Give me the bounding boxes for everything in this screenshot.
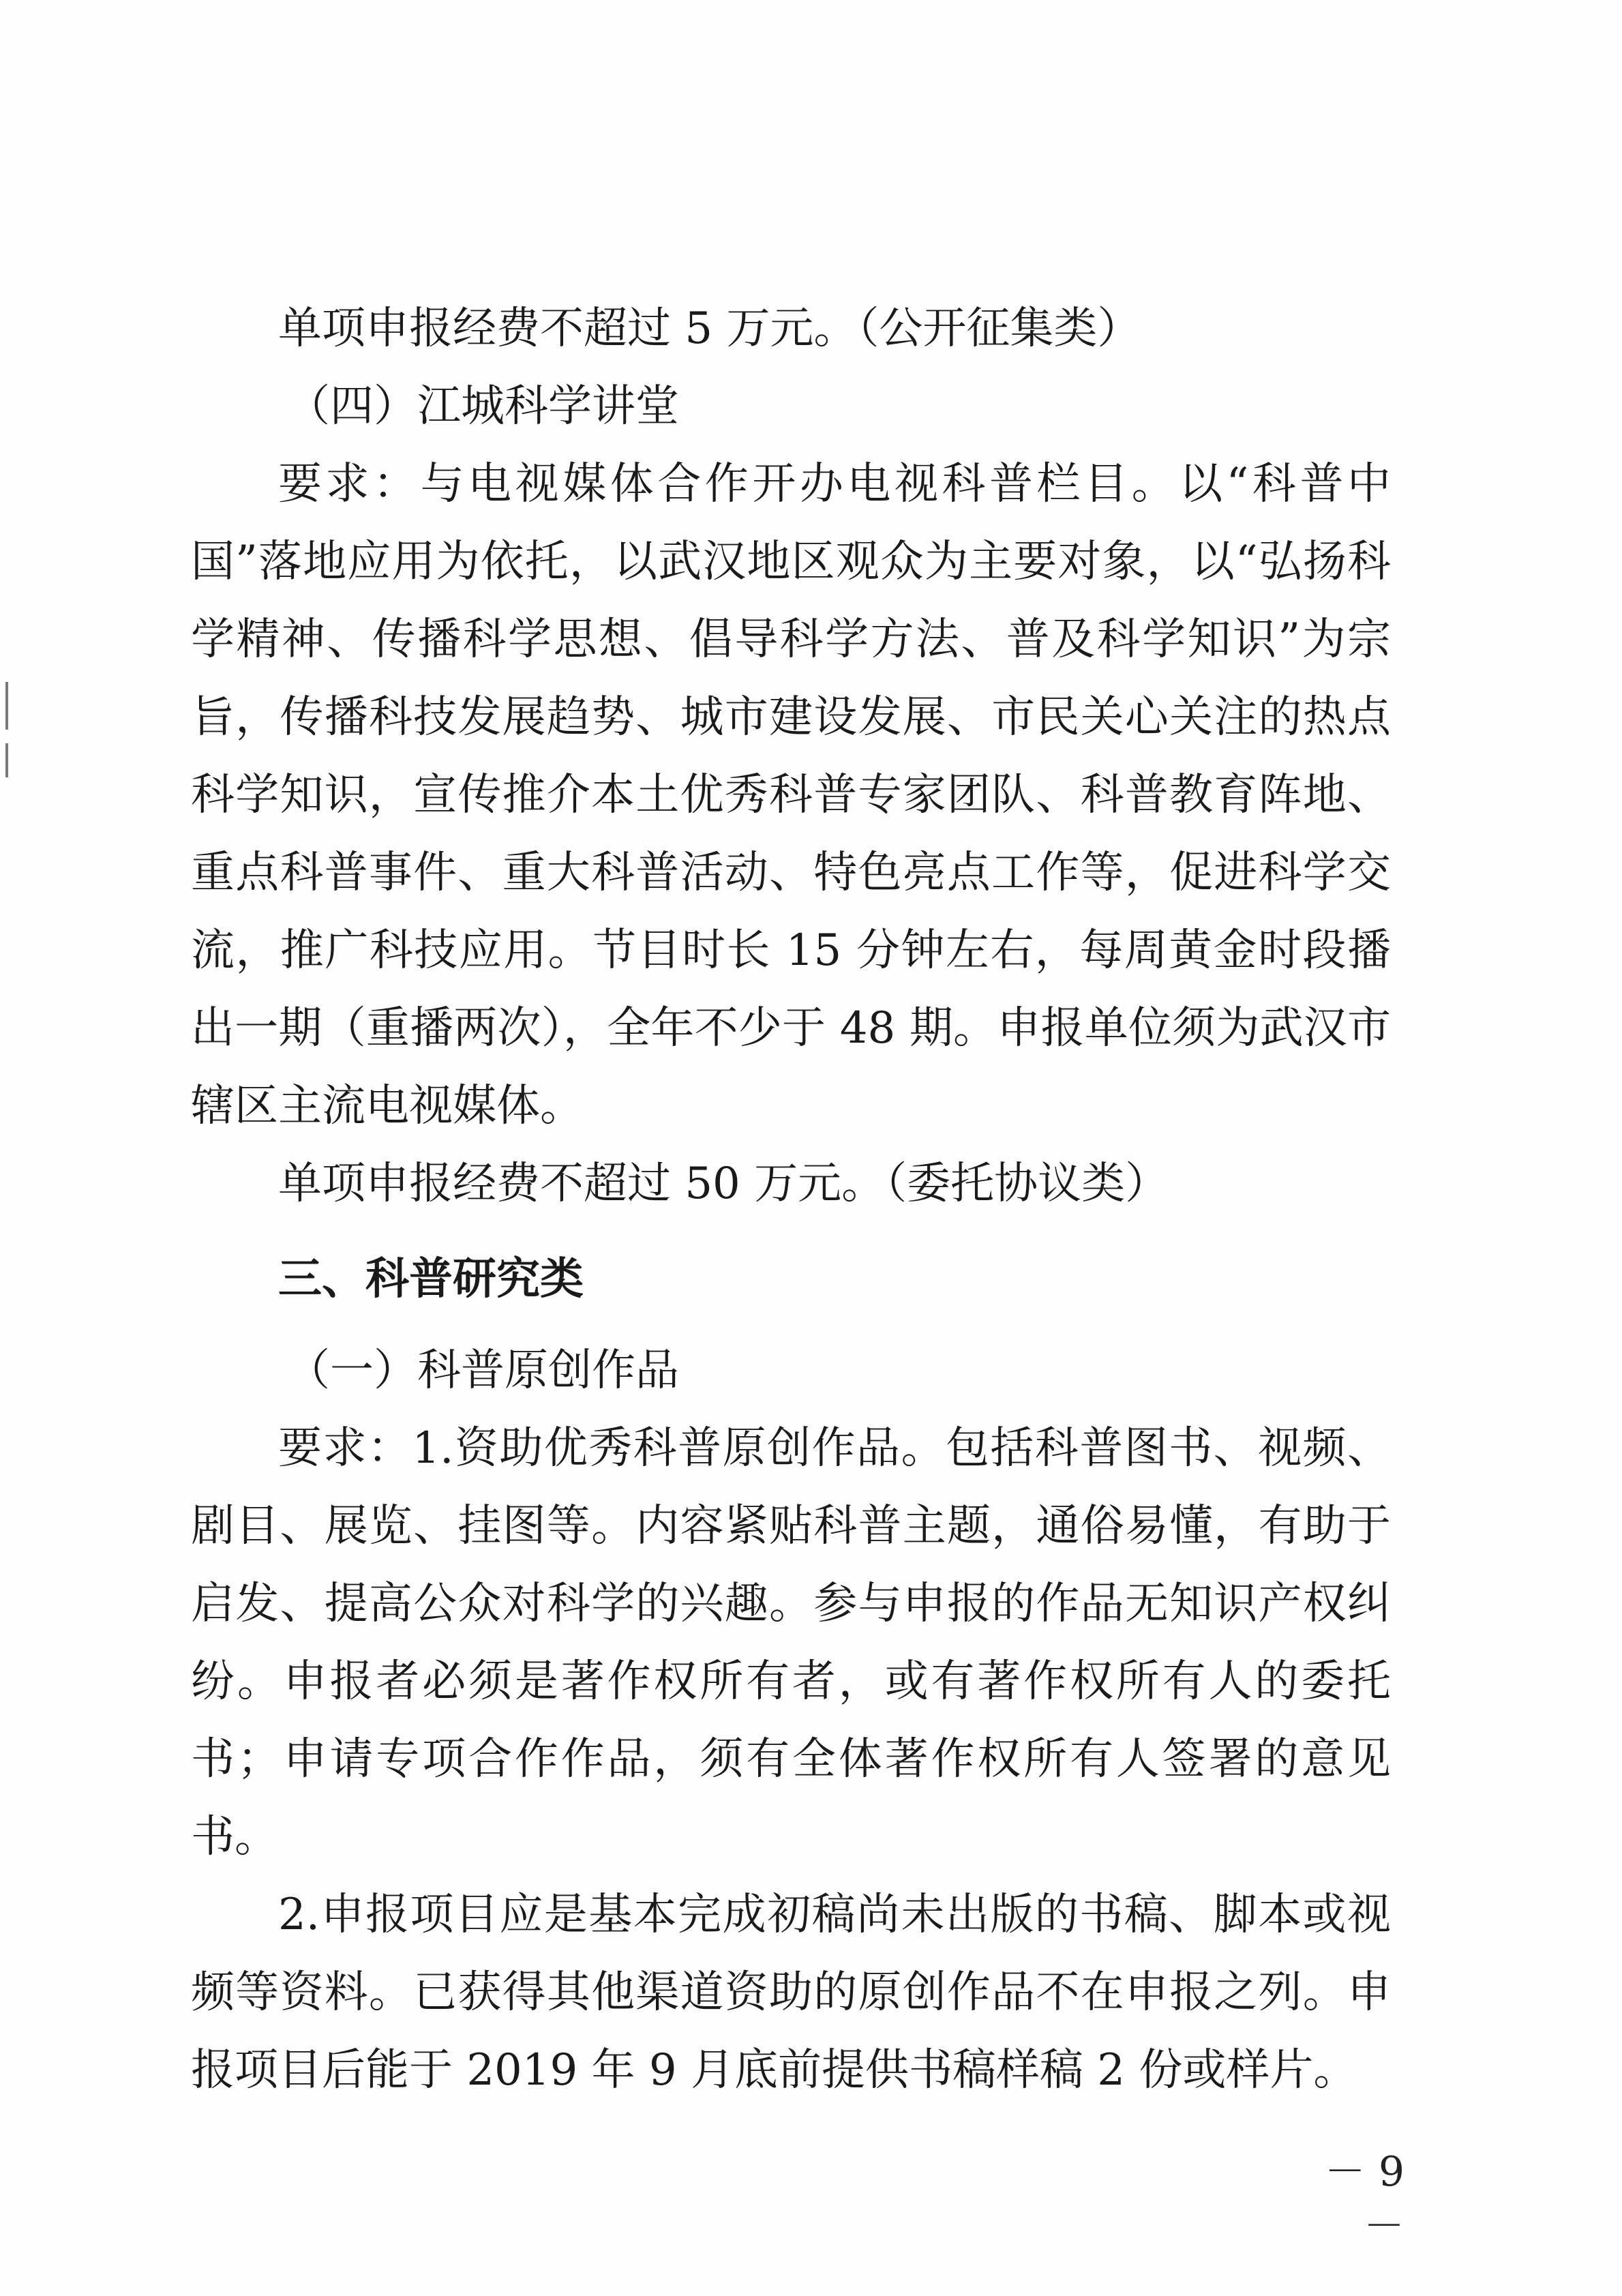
- section-heading-research: 三、科普研究类: [278, 1254, 584, 1304]
- binding-mark: [5, 682, 8, 730]
- paragraph-lecture-requirements: 要求：与电视媒体合作开办电视科普栏目。以“科普中国”落地应用为依托，以武汉地区观众为主要对象，以“弘扬科学精神、传播科学思想、倡导科学方法、普及科学知识”为宗旨，传播科技发展趋势、城市建设发展、市民关心关注的热点科学知识，宣传推介本土优秀科普专家团队、科普教育阵地、重点科普事件、重大科普活动、特色亮点工作等，促进科学交流，推广科技应用。节目时长 15 分钟左右，每周黄金时段播出一期（重播两次），全年不少于 48 期。申报单位须为武汉市辖区主流电视媒体。: [191, 459, 1391, 1131]
- binding-mark: [5, 743, 8, 777]
- page-number: － 9 －: [1324, 2148, 1405, 2250]
- document-body: [191, 290, 1391, 2109]
- subheading-jiangcheng-lecture: （四）江城科学讲堂: [286, 381, 679, 432]
- paragraph-original-works-req-2: 2.申报项目应是基本完成初稿尚未出版的书稿、脚本或视频等资料。已获得其他渠道资助的原创作品不在申报之列。申报项目后能于 2019 年 9 月底前提供书稿样稿 2 份或样片。: [191, 1890, 1391, 2096]
- paragraph-funding-limit-1: 单项申报经费不超过 5 万元。（公开征集类）: [278, 303, 1141, 354]
- subheading-original-works: （一）科普原创作品: [286, 1345, 679, 1396]
- paragraph-funding-limit-2: 单项申报经费不超过 50 万元。（委托协议类）: [278, 1159, 1169, 1209]
- paragraph-original-works-req-1: 要求：1.资助优秀科普原创作品。包括科普图书、视频、剧目、展览、挂图等。内容紧贴科普主题，通俗易懂，有助于启发、提高公众对科学的兴趣。参与申报的作品无知识产权纠纷。申报者必须是著作权所有者，或有著作权所有人的委托书；申请专项合作作品，须有全体著作权所有人签署的意见书。: [191, 1423, 1391, 1862]
